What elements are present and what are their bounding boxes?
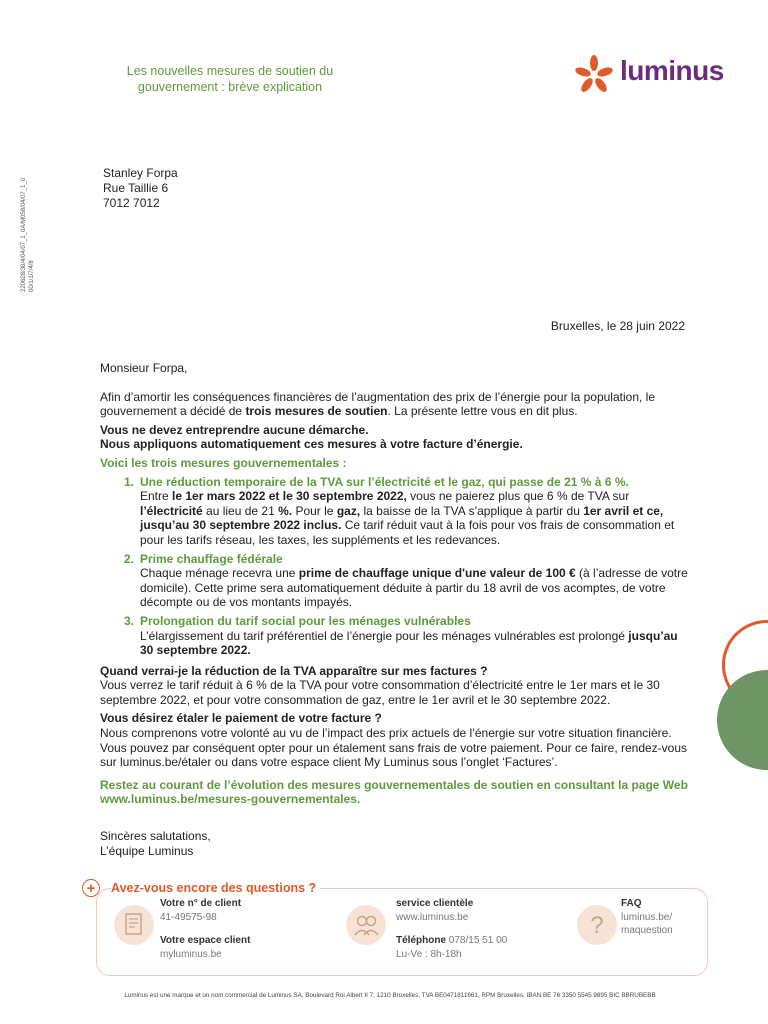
letter-body (100, 361, 690, 858)
service-label: service clientèle (396, 898, 474, 909)
client-number-value: 41-49575-98 (160, 912, 217, 923)
measure-1-title: Une réduction temporaire de la TVA sur l’électricité et le gaz, qui passe de 21 % à 6 %. (140, 474, 629, 489)
people-icon (346, 905, 386, 945)
measure-3: 3. Prolongation du tarif social pour les ménages vulnérables L’élargissement du tarif préférentiel de l’énergie pour les ménages vulnérables est prolongé jusqu’au 30 septembre 2022. (100, 614, 690, 658)
recipient-city: 7012 7012 (103, 196, 160, 210)
faq-label: FAQ (621, 898, 642, 909)
service-hours: Lu-Ve : 8h-18h (396, 949, 462, 960)
document-icon (114, 905, 154, 945)
phone-label: Téléphone (396, 935, 447, 946)
signoff-team: L’équipe Luminus (100, 843, 194, 858)
recipient-street: Rue Taillie 6 (103, 181, 169, 195)
no-action-text: Vous ne devez entreprendre aucune démarche. (100, 422, 369, 437)
faq2-answer: Nous comprenons votre volonté au vu de l’impact des prix actuels de l’énergie sur votre situation financière. Vous pouvez par conséquent opter pour un étalement sans frais de votre paiement. Pour ce faire, rendez-vous sur luminus.be/étaler ou dans votre espace client My Luminus sous l’onglet ‘Factures’. (100, 726, 688, 770)
phone-value[interactable]: 078/15 51 00 (448, 935, 508, 946)
service-link[interactable]: www.luminus.be (396, 912, 469, 923)
svg-text:?: ? (590, 912, 604, 939)
client-space-label: Votre espace client (160, 935, 251, 946)
plus-icon: + (82, 879, 100, 897)
measure-1: 1. Une réduction temporaire de la TVA sur l’électricité et le gaz, qui passe de 21 % à 6 %. Entre le 1er mars 2022 et le 30 septembre 2022, vous ne paierez plus que 6 % de TVA sur l’électricité au lieu de 21 %. Pour le gaz, la baisse de la TVA s’applique à partir du 1er avril et ce, jusqu’au 30 septembre 2022 inclus. Ce tarif réduit vaut à la fois pour vos frais de consommation et pour les tarifs réseau, les taxes, les suppléments et les redevances. (100, 475, 690, 548)
measure-2-title: Prime chauffage fédérale (140, 551, 283, 566)
client-space-link[interactable]: myluminus.be (160, 949, 222, 960)
closing-link-text: Restez au courant de l’évolution des mesures gouvernementales de soutien en consultant la page Web www.luminus.be/mesures-gouvernementales. (100, 777, 688, 807)
intro-paragraph: Afin d’amortir les conséquences financières de l’augmentation des prix de l’énergie pour la population, le gouvernement a décidé de trois mesures de soutien. La présente lettre vous en dit plus. (100, 389, 655, 419)
letter-date: Bruxelles, le 28 juin 2022 (550, 319, 685, 333)
faq1-question: Quand verrai-je la réduction de la TVA apparaître sur mes factures ? (100, 663, 488, 678)
client-number-label: Votre n° de client (160, 898, 242, 909)
phone-line (396, 934, 507, 947)
recipient-address (103, 166, 178, 211)
logo-flower-icon (574, 55, 614, 94)
faq-link[interactable]: luminus.be/ maquestion (621, 912, 673, 936)
faq2-question: Vous désirez étaler le paiement de votre facture ? (100, 711, 382, 726)
questions-title: Avez-vous encore des questions ? (111, 881, 320, 895)
legal-footer: Luminus est une marque et un nom commercial de Luminus SA, Boulevard Roi Albert II 7, 1210 Bruxelles, TVA BE0471811661, RPM Bruxelles. IBAN BE 76 3350 5545 9895 BIC BBRUBEBB (124, 992, 656, 999)
side-reference-code: 220628/30/4/04/07_1_0A/M058/04/07_1_0 00/1/1/7/4/8 (21, 177, 35, 292)
recipient-name: Stanley Forpa (103, 166, 178, 180)
signoff-greeting: Sincères salutations, (100, 829, 211, 844)
measures-heading: Voici les trois mesures gouvernementales : (100, 455, 347, 470)
question-mark-icon (577, 905, 617, 945)
measure-1-text: Entre le 1er mars 2022 et le 30 septembre 2022, vous ne paierez plus que 6 % de TVA sur l’électricité au lieu de 21 %. Pour le gaz, la baisse de la TVA s’applique à partir du 1er avril et ce, jusqu’au 30 septembre 2022 inclus. Ce tarif réduit vaut à la fois pour vos frais de consommation et pour les tarifs réseau, les taxes, les suppléments et les redevances. (140, 489, 675, 547)
measure-2: 2. Prime chauffage fédérale Chaque ménage recevra une prime de chauffage unique d'une valeur de 100 € (à l’adresse de votre domicile). Cette prime sera automatiquement déduite à partir du 18 avril de vos acomptes, de votre décompte ou de vos montants impayés. (100, 552, 690, 610)
measure-3-text: L’élargissement du tarif préférentiel de l’énergie pour les ménages vulnérables est prolongé jusqu’au 30 septembre 2022. (140, 628, 678, 658)
faq1-answer: Vous verrez le tarif réduit à 6 % de la TVA pour votre consommation d’électricité entre le 1er mars et le 30 septembre 2022, et pour votre consommation de gaz, entre le 1er avril et le 30 septembre 2022. (100, 678, 660, 707)
salutation: Monsieur Forpa, (100, 361, 188, 375)
measure-2-text: Chaque ménage recevra une prime de chauffage unique d'une valeur de 100 € (à l’adresse de votre domicile). Cette prime sera automatiquement déduite à partir du 18 avril de vos acomptes, de votre décompte ou de vos montants impayés. (140, 566, 688, 610)
intro-note: Les nouvelles mesures de soutien du gouvernement : brève explication (126, 64, 334, 94)
decorative-green-circle (717, 670, 768, 770)
measure-3-title: Prolongation du tarif social pour les ménages vulnérables (140, 613, 471, 628)
auto-apply-text: Nous appliquons automatiquement ces mesures à votre facture d’énergie. (100, 437, 523, 452)
logo-text: luminus (620, 55, 724, 86)
